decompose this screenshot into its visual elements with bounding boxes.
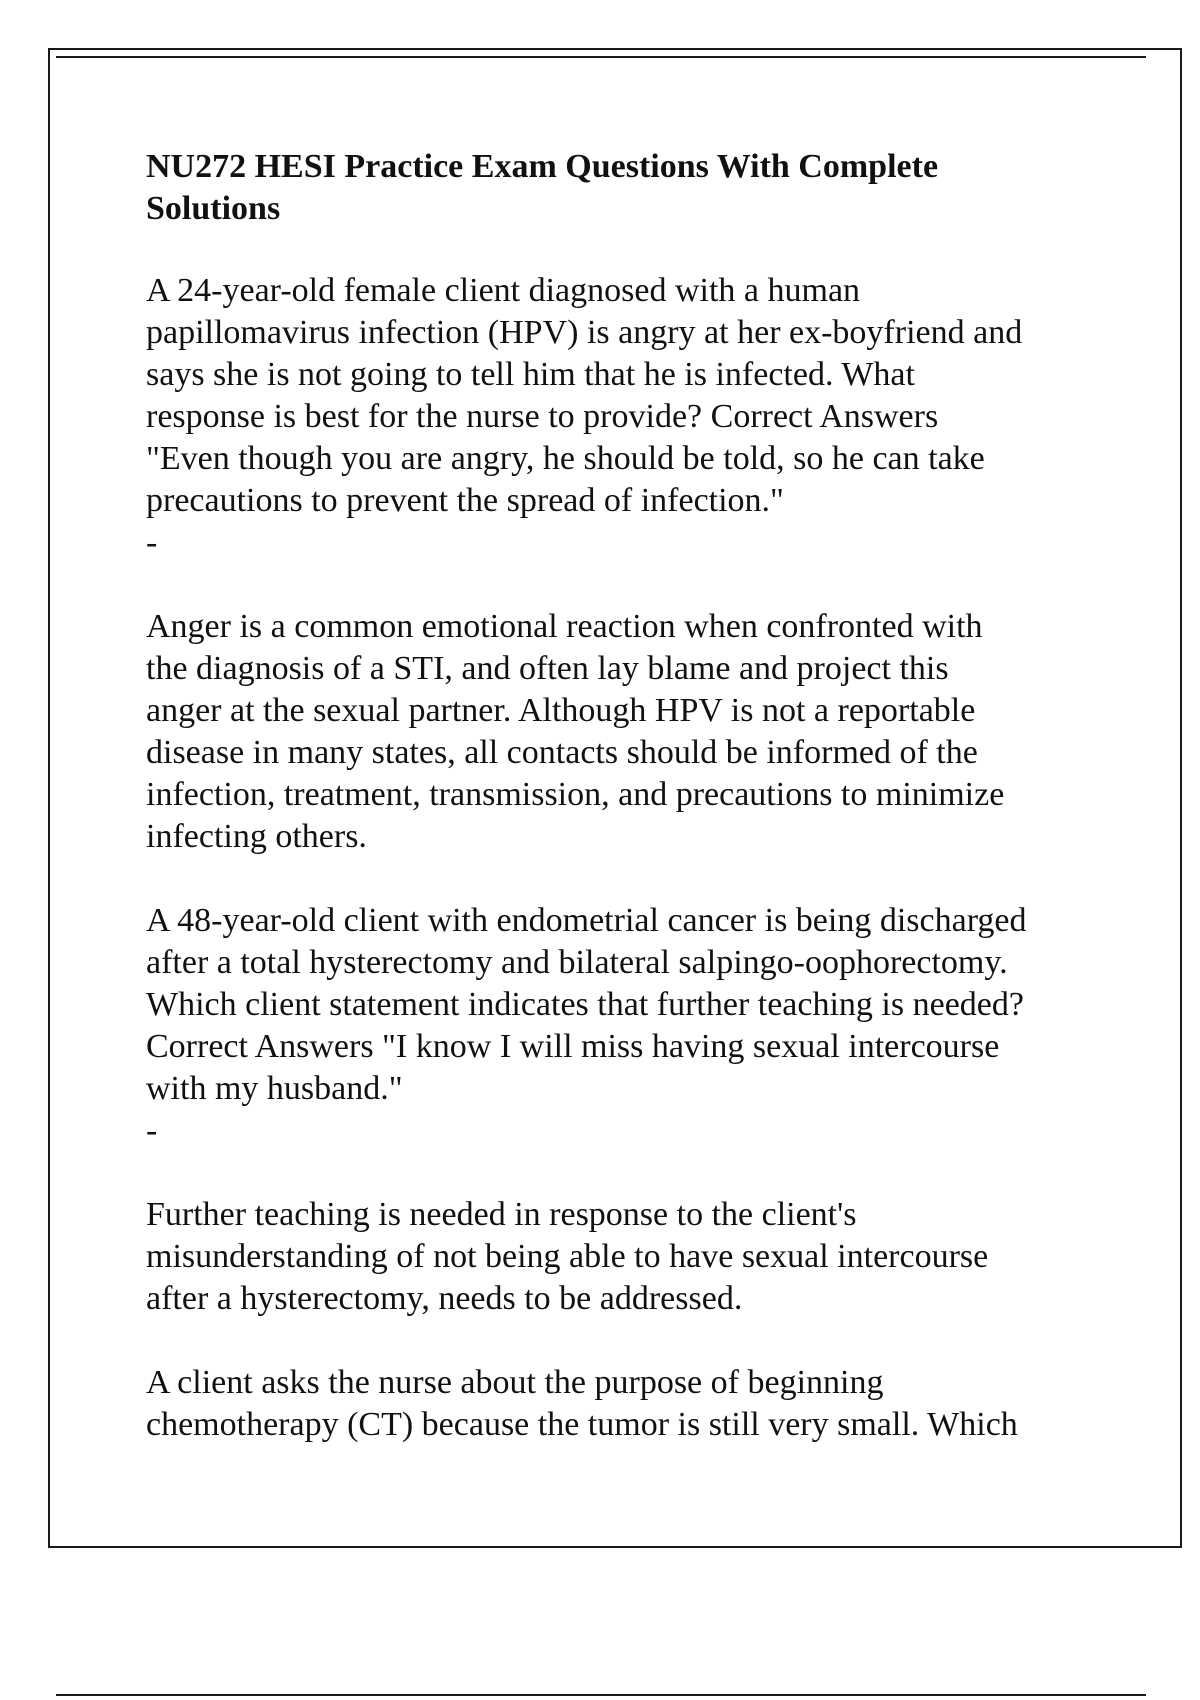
question-2: A 48-year-old client with endometrial cancer is being discharged after a total hysterectomy and bilateral salpingo-oophorectomy. Which client statement indicates that further teaching is needed? Correct Answers "I know I will miss having sexual intercourse with my husband." bbox=[146, 902, 1027, 1107]
bottom-rule bbox=[56, 1694, 1146, 1696]
separator-1: - bbox=[146, 524, 158, 561]
separator-2: - bbox=[146, 1112, 158, 1149]
document-title-line-2: Solutions bbox=[146, 190, 281, 227]
document-title bbox=[146, 146, 1106, 230]
document-body bbox=[146, 146, 1106, 1446]
question-1: A 24-year-old female client diagnosed with a human papillomavirus infection (HPV) is angry at her ex-boyfriend and says she is not going to tell him that he is infected. What response is best for the nurse to provide? Correct Answers "Even though you are angry, he should be told, so he can take precautions to prevent the spread of infection." bbox=[146, 272, 1023, 519]
rationale-2: Further teaching is needed in response to the client's misunderstanding of not being able to have sexual intercourse after a hysterectomy, needs to be addressed. bbox=[146, 1196, 989, 1317]
question-3: A client asks the nurse about the purpose of beginning chemotherapy (CT) because the tumor is still very small. Which bbox=[146, 1364, 1018, 1443]
rationale-1: Anger is a common emotional reaction when confronted with the diagnosis of a STI, and often lay blame and project this anger at the sexual partner. Although HPV is not a reportable disease in many states, all contacts should be informed of the infection, treatment, transmission, and precautions to minimize infecting others. bbox=[146, 608, 1005, 855]
document-title-line-1: NU272 HESI Practice Exam Questions With Complete bbox=[146, 148, 939, 185]
top-rule bbox=[56, 56, 1146, 58]
